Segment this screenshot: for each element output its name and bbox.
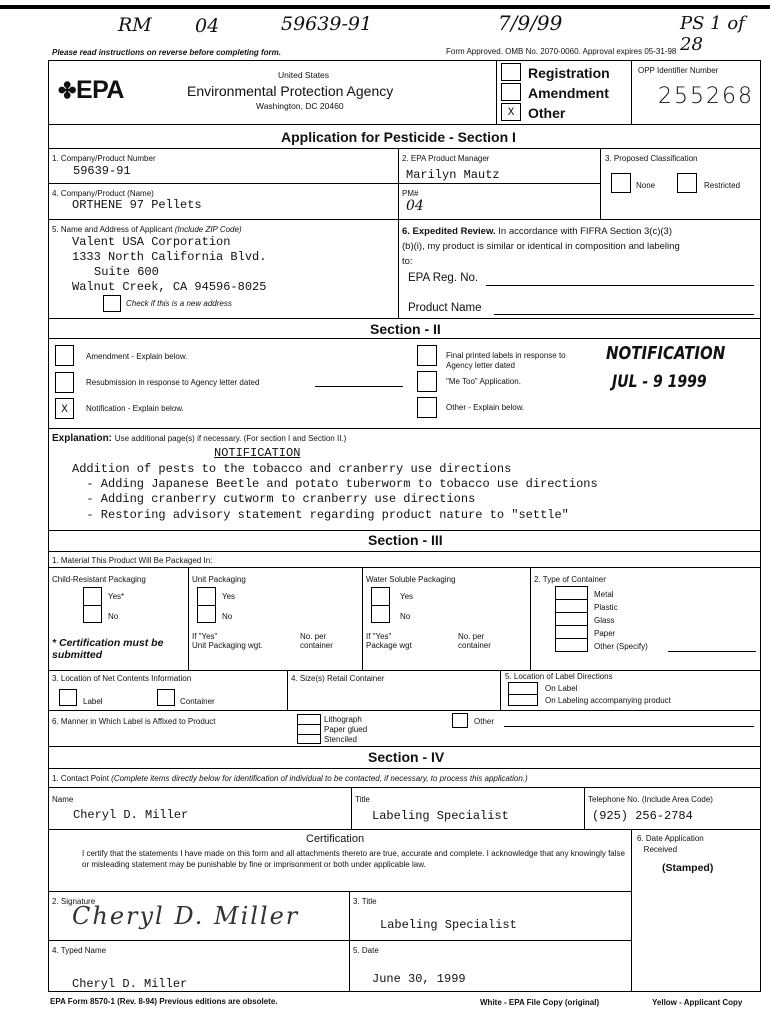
product-name2-field[interactable] <box>494 314 754 315</box>
final-printed-checkbox[interactable] <box>417 345 437 366</box>
amendment-explain-checkbox[interactable] <box>55 345 74 366</box>
epa-reg-label: EPA Reg. No. <box>408 272 479 284</box>
top-rule <box>0 5 770 9</box>
date-value: June 30, 1999 <box>372 972 466 986</box>
new-address-checkbox[interactable] <box>103 295 121 312</box>
container-type-checkboxes[interactable] <box>555 586 588 652</box>
explanation-heading: NOTIFICATION <box>214 446 301 460</box>
handwritten-pm: 04 <box>195 15 220 37</box>
product-manager-label: 2. EPA Product Manager <box>402 154 490 163</box>
unit-packaging-wgt: If "Yes" Unit Packaging wgt. <box>192 632 263 650</box>
me-too-label: "Me Too" Application. <box>446 377 521 386</box>
on-label: On Label <box>545 684 578 693</box>
white-copy: White - EPA File Copy (original) <box>480 998 600 1007</box>
yellow-copy: Yellow - Applicant Copy <box>652 998 743 1007</box>
applicant-line-2: 1333 North California Blvd. <box>72 250 267 264</box>
agency-line3: Washington, DC 20460 <box>256 101 344 111</box>
package-no-per: No. per container <box>458 632 491 650</box>
net-contents-label: 3. Location of Net Contents Information <box>52 674 192 683</box>
package-wgt: If "Yes" Package wgt <box>366 632 412 650</box>
handwritten-date: 7/9/99 <box>498 11 563 35</box>
form-id: EPA Form 8570-1 (Rev. 8-94) Previous editions are obsolete. <box>50 997 278 1006</box>
net-container: Container <box>180 697 215 706</box>
label-directions-label: 5. Location of Label Directions <box>505 672 613 681</box>
certification-text: I certify that the statements I have made on this form and all attachments thereto are true, accurate and complete. I acknowledge that any knowingly false or misleading statement may be punishable by fine or imprisonment or both under applicable law. <box>82 849 625 869</box>
registration-label: Registration <box>528 65 610 81</box>
certification-note: * Certification must be submitted <box>52 637 164 661</box>
restricted-label: Restricted <box>704 181 741 190</box>
notification-checkbox[interactable]: X <box>55 398 74 419</box>
explanation-line-4: - Restoring advisory statement regarding product nature to "settle" <box>72 508 569 522</box>
net-container-checkbox[interactable] <box>157 689 175 706</box>
resubmission-label: Resubmission in response to Agency letter dated <box>86 378 260 387</box>
section-4-title: Section - IV <box>368 749 445 765</box>
resubmission-date-field[interactable] <box>315 386 403 387</box>
size-label: 4. Size(s) Retail Container <box>291 674 385 683</box>
material-label: 1. Material This Product Will Be Packaged In: <box>52 556 213 565</box>
new-address-label: Check if this is a new address <box>126 299 232 308</box>
resubmission-checkbox[interactable] <box>55 372 74 393</box>
other-explain-checkbox[interactable] <box>417 397 437 418</box>
product-name2-label: Product Name <box>408 302 482 314</box>
agency-name: Environmental Protection Agency <box>187 83 394 99</box>
manner-lithograph: Lithograph <box>324 715 362 724</box>
typed-name-label: 4. Typed Name <box>52 946 107 955</box>
title3-value: Labeling Specialist <box>380 918 517 932</box>
pm-value: 04 <box>406 198 424 214</box>
notification-stamp-date: JUL - 9 1999 <box>612 372 707 392</box>
notification-stamp: NOTIFICATION <box>606 342 726 364</box>
other-explain-label: Other - Explain below. <box>446 403 525 412</box>
explanation-line-3: - Adding cranberry cutworm to cranberry use directions <box>72 492 476 506</box>
epa-flower-icon: ✤ <box>58 78 76 103</box>
signature: Cheryl D. Miller <box>72 902 300 930</box>
amendment-checkbox[interactable] <box>501 83 521 101</box>
applicant-line-3: Suite 600 <box>94 265 159 279</box>
date-received-stamped: (Stamped) <box>662 862 714 874</box>
unit-packaging-label: Unit Packaging <box>192 575 246 584</box>
final-printed-label: Final printed labels in response to Agency letter dated <box>446 351 566 370</box>
handwritten-pages: PS 1 of 28 <box>680 13 745 55</box>
typed-name: Cheryl D. Miller <box>72 977 188 991</box>
manner-other-field[interactable] <box>504 726 754 727</box>
manner-label: 6. Manner in Which Label is Affixed to Product <box>52 717 216 726</box>
none-checkbox[interactable] <box>611 173 631 193</box>
applicant-line-4: Walnut Creek, CA 94596-8025 <box>72 280 267 294</box>
opp-label: OPP Identifier Number <box>638 66 719 75</box>
title3-label: 3. Title <box>353 897 377 906</box>
water-soluble-label: Water Soluble Packaging <box>366 575 456 584</box>
child-resistant-yes: Yes* <box>108 592 125 601</box>
manner-checkboxes[interactable] <box>297 714 321 744</box>
form-approved: Form Approved. OMB No. 2070-0060. Approval expires 05-31-98 <box>446 47 677 56</box>
section-3-title: Section - III <box>368 532 443 548</box>
date-received-label: 6. Date Application Received <box>637 834 704 854</box>
container-other: Other (Specify) <box>594 642 648 651</box>
explanation-label: Explanation: Use additional page(s) if necessary. (For section I and Section II.) <box>52 433 347 444</box>
child-resistant-label: Child-Resistant Packaging <box>52 575 146 584</box>
unit-packaging-no-per: No. per container <box>300 632 333 650</box>
contact-name: Cheryl D. Miller <box>73 808 189 822</box>
name-label: Name <box>52 795 74 804</box>
container-glass: Glass <box>594 616 615 625</box>
child-resistant-no: No <box>108 612 119 621</box>
none-label: None <box>636 181 656 190</box>
applicant-label: 5. Name and Address of Applicant (Include ZIP Code) <box>52 225 242 234</box>
epa-reg-field[interactable] <box>486 285 754 286</box>
proposed-class-label: 3. Proposed Classification <box>605 154 698 163</box>
contact-point-label: 1. Contact Point (Complete items directly below for identification of individual to be contacted, if necessary, to process this application.) <box>52 774 528 783</box>
amendment-label: Amendment <box>528 85 609 101</box>
on-labeling: On Labeling accompanying product <box>545 696 671 705</box>
me-too-checkbox[interactable] <box>417 371 437 392</box>
opp-value: 255268 <box>658 84 754 109</box>
date-label: 5. Date <box>353 946 379 955</box>
contact-title: Labeling Specialist <box>372 809 509 823</box>
applicant-line-1: Valent USA Corporation <box>72 235 231 249</box>
handwritten-rm: RM <box>118 14 152 36</box>
container-paper: Paper <box>594 629 616 638</box>
agency-line1: United States <box>278 70 330 80</box>
contact-phone: (925) 256-2784 <box>592 809 693 823</box>
amendment-explain-label: Amendment - Explain below. <box>86 352 188 361</box>
other-checkbox[interactable]: X <box>501 103 521 121</box>
company-product-number: 59639-91 <box>73 164 131 178</box>
restricted-checkbox[interactable] <box>677 173 697 193</box>
explanation-line-2: - Adding Japanese Beetle and potato tuberworm to tobacco use directions <box>72 477 598 491</box>
product-manager: Marilyn Mautz <box>406 168 500 182</box>
water-soluble-yes: Yes <box>400 592 414 601</box>
unit-packaging-no: No <box>222 612 233 621</box>
unit-packaging-yes: Yes <box>222 592 236 601</box>
manner-paper-glued: Paper glued <box>324 725 368 734</box>
phone-label: Telephone No. (Include Area Code) <box>588 795 713 804</box>
explanation-line-1: Addition of pests to the tobacco and cranberry use directions <box>72 462 512 476</box>
net-label-checkbox[interactable] <box>59 689 77 706</box>
pm-label: PM# <box>402 189 419 198</box>
manner-other-checkbox[interactable] <box>452 713 468 728</box>
title-label: Title <box>355 795 370 804</box>
epa-logo: ✤EPA <box>58 76 124 104</box>
container-metal: Metal <box>594 590 614 599</box>
registration-checkbox[interactable] <box>501 63 521 81</box>
expedited-review: 6. Expedited Review. In accordance with FIFRA Section 3(c)(3) (b)(i), my product is similar or identical in composition and labeling to: <box>402 226 680 267</box>
instructions-note: Please read instructions on reverse before completing form. <box>52 48 281 57</box>
product-name: ORTHENE 97 Pellets <box>72 198 202 212</box>
manner-other: Other <box>474 717 495 726</box>
handwritten-number: 59639-91 <box>281 13 373 35</box>
section-1-title: Application for Pesticide - Section I <box>281 129 516 145</box>
other-label: Other <box>528 105 566 121</box>
water-soluble-no: No <box>400 612 411 621</box>
company-product-number-label: 1. Company/Product Number <box>52 154 156 163</box>
container-plastic: Plastic <box>594 603 618 612</box>
signature-label: 2. Signature <box>52 897 96 906</box>
certification-title: Certification <box>306 833 365 845</box>
container-other-field[interactable] <box>668 651 756 652</box>
notification-label: Notification - Explain below. <box>86 404 184 413</box>
section-2-title: Section - II <box>370 321 441 337</box>
product-name-label: 4. Company/Product (Name) <box>52 189 154 198</box>
net-label: Label <box>83 697 103 706</box>
manner-stenciled: Stenciled <box>324 735 357 744</box>
container-type-label: 2. Type of Container <box>534 575 606 584</box>
